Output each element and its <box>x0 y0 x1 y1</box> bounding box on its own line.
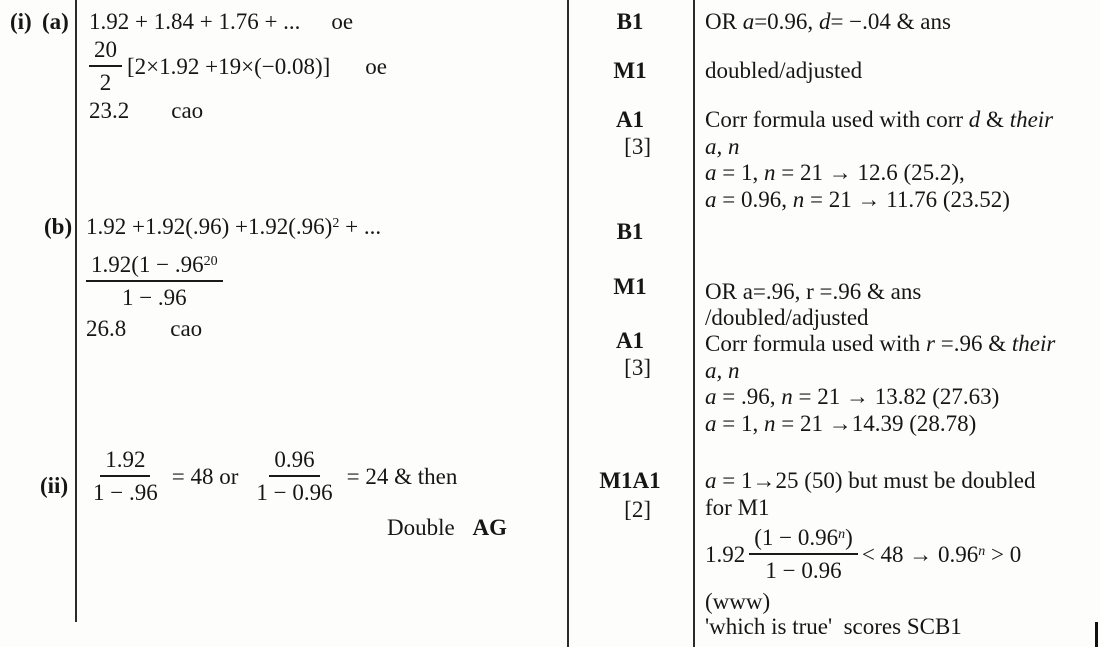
exponent-n: n <box>838 527 846 542</box>
part-a-cao: cao <box>171 98 204 123</box>
comment-b-a1 <box>705 330 1055 357</box>
fraction-denominator: 1 − .96 <box>93 480 158 505</box>
var-n: n <box>781 384 793 409</box>
part-ii-equals-24: = 24 & then <box>346 463 458 489</box>
comment-b-m1b: /doubled/adjusted <box>705 305 869 330</box>
comment-a-vars: a, n <box>705 134 740 159</box>
text-run: = 1, <box>716 160 764 185</box>
part-a-line1 <box>89 8 353 35</box>
text-run: ) <box>845 525 853 550</box>
inequality-tail <box>862 541 1021 568</box>
comment-a-case2 <box>705 186 1010 213</box>
var-r: r <box>926 331 935 356</box>
mark-total-a: [3] <box>624 134 651 159</box>
part-b-answer-line <box>86 315 202 342</box>
mark-m1-b: M1 <box>613 274 647 299</box>
coefficient: 1.92 <box>705 541 746 567</box>
part-a-answer-line <box>89 97 203 124</box>
part-b-series-tail: + ... <box>339 214 382 239</box>
part-b-series-exponent: 2 <box>332 216 340 231</box>
fraction-denominator: 2 <box>99 70 112 95</box>
comment-a-m1: doubled/adjusted <box>705 58 863 83</box>
mark-total-ii: [2] <box>624 497 651 522</box>
part-a-bracket-term: [2×1.92 +19×(−0.08)] <box>127 53 331 79</box>
part-a-oe2: oe <box>365 53 387 79</box>
fraction-denominator: 1 − .96 <box>121 285 187 310</box>
mark-m1a1-ii: M1A1 <box>599 468 661 493</box>
text-run: = −.04 & ans <box>830 9 951 34</box>
var-a: a <box>705 468 717 493</box>
text-run: = 21 → 12.6 (25.2), <box>775 160 965 185</box>
part-ii-conclusion <box>387 514 507 541</box>
mark-a1-b: A1 <box>615 328 645 353</box>
text-run: & <box>980 107 1010 132</box>
exponent-n: n <box>978 543 986 559</box>
text-run: < 48 → 0.96 <box>861 541 979 567</box>
label-part-ii: (ii) <box>40 473 69 498</box>
part-b-line1 <box>86 213 381 240</box>
comment-ii-line2: for M1 <box>705 495 770 520</box>
comment-ii-inequality <box>705 524 1021 584</box>
text-run: (1 − 0.96 <box>754 525 839 550</box>
comment-b-case2 <box>705 410 976 437</box>
divider-marks-left <box>567 0 569 647</box>
part-b-num-exponent: 20 <box>203 254 218 269</box>
fraction-denominator: 1 − 0.96 <box>765 558 842 583</box>
fraction-geometric-sum <box>749 524 858 584</box>
text-run: = 1→25 (50) but must be doubled <box>716 468 1036 493</box>
comment-b-m1: OR a=.96, r =.96 & ans <box>705 279 922 304</box>
part-a-series: 1.92 + 1.84 + 1.76 + ... <box>89 9 301 34</box>
var-a: a <box>705 411 717 436</box>
text-run: = 1, <box>716 411 764 436</box>
cursor-artifact <box>1095 622 1098 647</box>
text-run: > 0 <box>985 541 1022 567</box>
text-run: Corr formula used with <box>705 331 927 356</box>
mark-b1-a: B1 <box>616 9 644 34</box>
mark-m1-a: M1 <box>613 58 647 83</box>
var-a: a <box>705 160 717 185</box>
label-part-a: (a) <box>42 9 69 34</box>
divider-marks-right <box>693 0 695 647</box>
part-b-cao: cao <box>170 316 203 341</box>
var-n: n <box>792 187 805 212</box>
var-d: d <box>968 107 981 132</box>
text-run: = 21 → 11.76 (23.52) <box>804 187 1010 212</box>
comment-a-b1 <box>705 8 951 35</box>
part-b-num-text: 1.92(1 − .96 <box>91 252 204 277</box>
var-n: n <box>763 411 776 436</box>
text-run: Corr formula used with corr <box>705 107 969 132</box>
comment-b-vars: a, n <box>705 358 740 383</box>
fraction-20-over-2 <box>89 36 122 96</box>
text-run: = 21 →14.39 (28.78) <box>775 411 977 436</box>
var-a: a <box>742 9 755 34</box>
double-label: Double <box>387 515 455 540</box>
mark-a1-a: A1 <box>615 107 645 132</box>
part-a-formula <box>89 36 387 96</box>
their-label: their <box>1009 107 1054 132</box>
var-a: a <box>705 187 717 212</box>
label-part-i: (i) <box>10 9 32 34</box>
mark-b1-b: B1 <box>616 219 644 244</box>
mark-total-b: [3] <box>624 355 651 380</box>
text-run: = 0.96, <box>716 187 793 212</box>
fraction-numerator: 0.96 <box>269 446 319 477</box>
divider-question-column <box>75 0 77 622</box>
ag-label: AG <box>472 515 507 540</box>
text-run: OR <box>705 9 743 34</box>
comment-a-case1 <box>705 159 965 186</box>
part-ii-formula <box>88 446 457 506</box>
var-a: a <box>705 384 717 409</box>
fraction-1-92 <box>88 446 163 506</box>
comment-a-a1 <box>705 106 1053 133</box>
part-b-answer: 26.8 <box>86 316 127 341</box>
comment-scb1: 'which is true' scores SCB1 <box>705 614 962 639</box>
fraction-denominator: 1 − 0.96 <box>256 480 333 505</box>
text-run: =0.96, <box>754 9 819 34</box>
comment-www: (www) <box>705 589 771 614</box>
comment-b-case1 <box>705 383 999 410</box>
part-a-answer: 23.2 <box>89 98 130 123</box>
fraction-numerator <box>749 524 858 555</box>
part-ii-equals-48: = 48 or <box>171 463 239 489</box>
their-label: their <box>1011 331 1056 356</box>
text-run: = .96, <box>716 384 782 409</box>
fraction-0-96 <box>251 446 337 506</box>
part-b-fraction <box>86 251 223 311</box>
text-run: = 21 → 13.82 (27.63) <box>792 384 1000 409</box>
part-b-series: 1.92 +1.92(.96) +1.92(.96) <box>86 214 333 239</box>
fraction-numerator: 1.92 <box>100 446 150 477</box>
part-a-oe1: oe <box>331 9 354 34</box>
fraction-numerator <box>86 251 223 282</box>
label-part-b: (b) <box>44 214 73 239</box>
text-run: =.96 & <box>934 331 1012 356</box>
var-d: d <box>818 9 831 34</box>
fraction-numerator: 20 <box>89 36 122 67</box>
var-n: n <box>763 160 776 185</box>
comment-ii-line1 <box>705 467 1035 494</box>
